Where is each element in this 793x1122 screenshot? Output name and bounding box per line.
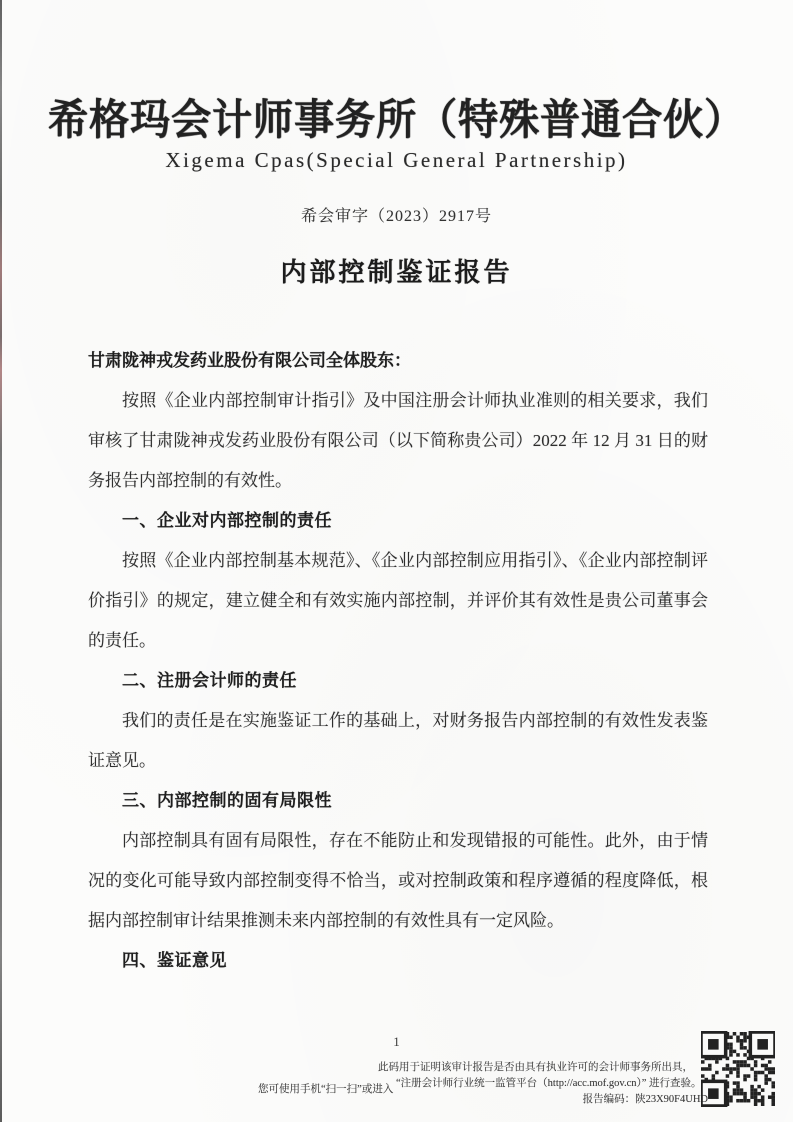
- document-number: 希会审字（2023）2917号: [300, 208, 492, 225]
- addressee-line: 甘肃陇神戎发药业股份有限公司全体股东：: [88, 351, 411, 370]
- body-paragraph: 我们的责任是在实施鉴证工作的基础上，对财务报告内部控制的有效性发表鉴证意见。: [88, 711, 708, 770]
- verify-line-1: 此码用于证明该审计报告是否由具有执业许可的会计师事务所出具，: [378, 1062, 693, 1073]
- verification-notice: [258, 1060, 708, 1108]
- report-code: 报告编码：陕23X90F4UHD: [582, 1094, 708, 1105]
- section-heading: 二、注册会计师的责任: [122, 671, 297, 690]
- verify-line-2: “注册会计师行业统一监管平台（http://acc.mof.gov.cn）” 进行查验。: [396, 1078, 702, 1089]
- firm-name-english: Xigema Cpas(Special General Partnership): [165, 148, 628, 172]
- paragraph-list: [88, 381, 708, 981]
- body-paragraph: 按照《企业内部控制审计指引》及中国注册会计师执业准则的相关要求，我们审核了甘肃陇神戎发药业股份有限公司（以下简称贵公司）2022 年 12 月 31 日的财务报告内部控制的有效性。: [88, 391, 708, 490]
- body-paragraph: 按照《企业内部控制基本规范》、《企业内部控制应用指引》、《企业内部控制评价指引》的规定，建立健全和有效实施内部控制，并评价其有效性是贵公司董事会的责任。: [88, 551, 708, 650]
- report-title: 内部控制鉴证报告: [280, 258, 513, 287]
- section-heading: 一、企业对内部控制的责任: [122, 511, 332, 530]
- firm-name-chinese: 希格玛会计师事务所（特殊普通合伙）: [48, 96, 745, 144]
- section-heading: 四、鉴证意见: [122, 951, 227, 970]
- report-body: [88, 341, 708, 981]
- scan-hint-text: 您可使用手机“扫一扫”或进入: [258, 1084, 394, 1095]
- qr-code-icon: [701, 1031, 775, 1107]
- section-heading: 三、内部控制的固有局限性: [122, 791, 332, 810]
- page-number: 1: [393, 1034, 400, 1049]
- body-paragraph: 内部控制具有固有局限性，存在不能防止和发现错报的可能性。此外，由于情况的变化可能导致内部控制变得不恰当，或对控制政策和程序遵循的程度降低，根据内部控制审计结果推测未来内部控制的有效性具有一定风险。: [88, 831, 708, 930]
